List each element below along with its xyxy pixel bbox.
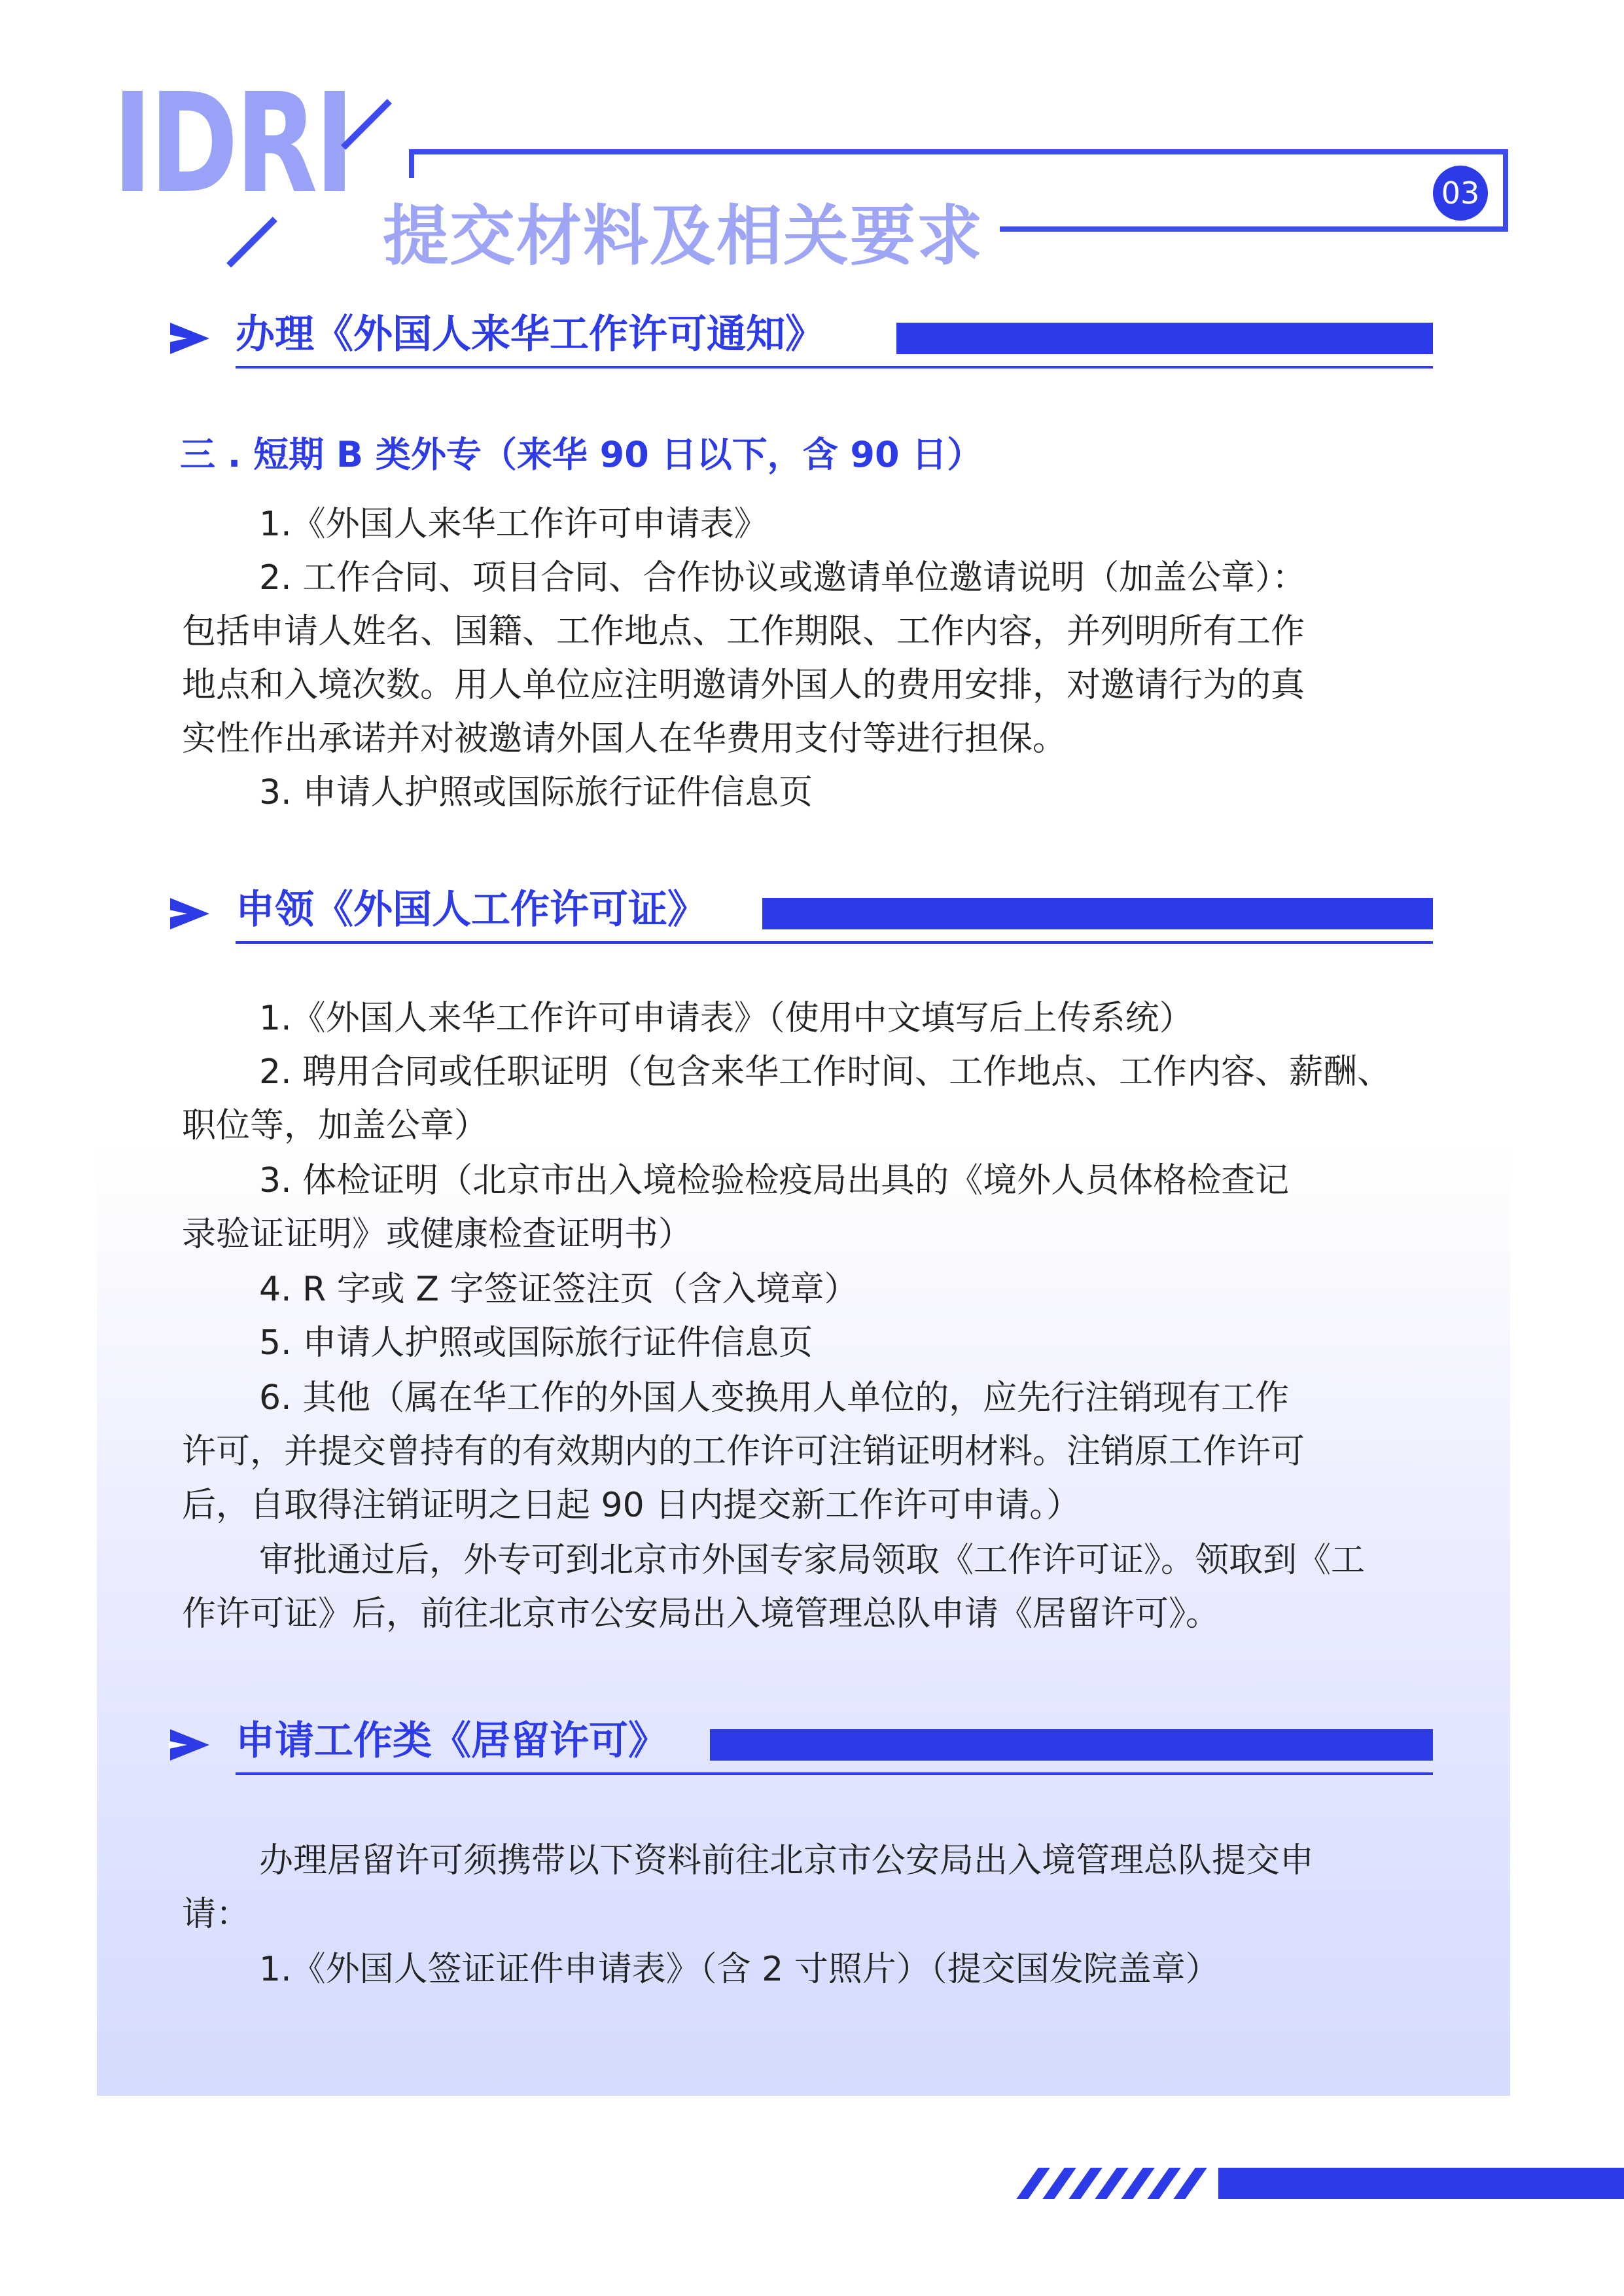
section-heading — [170, 310, 1433, 362]
paragraph-line: 1.《外国人签证证件申请表》（含 2 寸照片）（提交国发院盖章） — [259, 1950, 1220, 1989]
paragraph-line: 4. R 字或 Z 字签证签注页（含入境章） — [259, 1270, 858, 1309]
heading-underline — [236, 1772, 1433, 1775]
paragraph-line: 1.《外国人来华工作许可申请表》（使用中文填写后上传系统） — [259, 999, 1193, 1038]
section-title: 申请工作类《居留许可》 — [236, 1718, 667, 1764]
paragraph-line: 2. 聘用合同或任职证明（包含来华工作时间、工作地点、工作内容、薪酬、 — [259, 1052, 1392, 1092]
paragraph-line: 作许可证》后，前往北京市公安局出入境管理总队申请《居留许可》。 — [182, 1594, 1220, 1634]
paragraph-line: 6. 其他（属在华工作的外国人变换用人单位的，应先行注销现有工作 — [259, 1378, 1290, 1418]
arrow-icon — [170, 898, 209, 929]
page-number: 03 — [1433, 166, 1488, 221]
footer-stripe — [1173, 2168, 1207, 2199]
heading-underline — [236, 941, 1433, 944]
paragraph-line: 5. 申请人护照或国际旅行证件信息页 — [259, 1323, 813, 1363]
header-frame — [409, 149, 414, 178]
arrow-icon — [170, 323, 209, 354]
paragraph-line: 实性作出承诺并对被邀请外国人在华费用支付等进行担保。 — [182, 719, 1067, 759]
heading-bar — [710, 1729, 1433, 1761]
header-frame — [409, 149, 1508, 154]
footer-bar — [1218, 2168, 1624, 2199]
paragraph-line: 1.《外国人来华工作许可申请表》 — [259, 505, 768, 544]
paragraph-line: 办理居留许可须携带以下资料前往北京市公安局出入境管理总队提交申 — [259, 1841, 1315, 1880]
paragraph-line: 2. 工作合同、项目合同、合作协议或邀请单位邀请说明（加盖公章）： — [259, 558, 1307, 598]
paragraph-line: 3. 体检证明（北京市出入境检验检疫局出具的《境外人员体格检查记 — [259, 1161, 1290, 1200]
section-heading — [170, 885, 1433, 937]
paragraph-line: 地点和入境次数。用人单位应注明邀请外国人的费用安排，对邀请行为的真 — [182, 666, 1305, 705]
arrow-icon — [170, 1729, 209, 1761]
section-title: 办理《外国人来华工作许可通知》 — [236, 312, 824, 357]
paragraph-line: 包括申请人姓名、国籍、工作地点、工作期限、工作内容，并列明所有工作 — [182, 612, 1305, 651]
paragraph-line: 请： — [182, 1895, 251, 1934]
paragraph-line: 审批通过后，外专可到北京市外国专家局领取《工作许可证》。领取到《工 — [259, 1541, 1366, 1580]
paragraph-line: 职位等，加盖公章） — [182, 1106, 489, 1145]
header-frame — [1000, 226, 1508, 232]
section-heading — [170, 1716, 1433, 1768]
decor-slash — [226, 217, 277, 268]
page-title: 提交材料及相关要求 — [383, 198, 983, 274]
paragraph-line: 3. 申请人护照或国际旅行证件信息页 — [259, 773, 813, 812]
paragraph-line: 许可，并提交曾持有的有效期内的工作许可注销证明材料。注销原工作许可 — [182, 1432, 1305, 1471]
logo: IDRI — [113, 63, 352, 224]
sub-heading: 三 . 短期 B 类外专（来华 90 日以下，含 90 日） — [180, 434, 983, 475]
paragraph-line: 录验证证明》或健康检查证明书） — [182, 1215, 693, 1254]
heading-bar — [896, 323, 1433, 354]
heading-bar — [762, 898, 1433, 929]
section-title: 申领《外国人工作许可证》 — [236, 887, 707, 933]
paragraph-line: 后，自取得注销证明之日起 90 日内提交新工作许可申请。） — [182, 1486, 1081, 1525]
header-frame — [1503, 149, 1508, 232]
heading-underline — [236, 366, 1433, 368]
